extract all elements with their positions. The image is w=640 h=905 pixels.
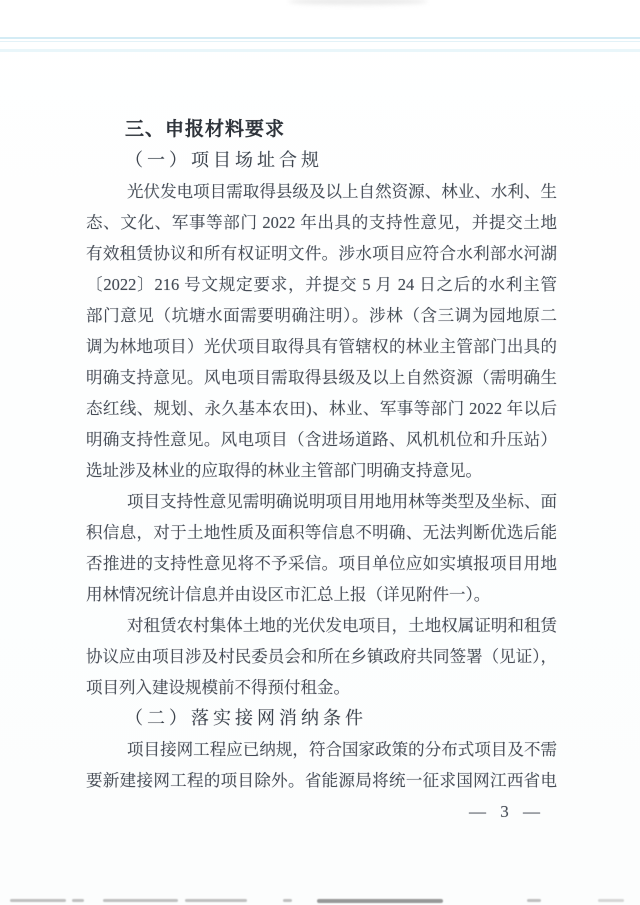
page-number: — 3 — [469, 802, 545, 821]
text-line: 光伏发电项目需取得县级及以上自然资源、林业、水利、生 [127, 182, 557, 201]
text-line: 态、文化、军事等部门 2022 年出具的支持性意见，并提交土地 [86, 213, 557, 232]
scan-edge-mark [317, 899, 443, 903]
section-heading: 三、申报材料要求 [125, 119, 286, 140]
text-line: 项目列入建设规模前不得预付租金。 [86, 678, 350, 697]
text-line: 态红线、规划、永久基本农田)、林业、军事等部门 2022 年以后 [86, 399, 557, 418]
scan-edge-mark [598, 899, 624, 902]
text-line: 明确支持性意见。风电项目（含进场道路、风机机位和升压站） [86, 430, 557, 449]
text-line: 选址涉及林业的应取得的林业主管部门明确支持意见。 [86, 461, 482, 480]
scan-artifact-line [0, 37, 640, 39]
scan-edge-mark [103, 899, 178, 902]
scan-smudge [288, 0, 428, 5]
text-line: 调为林地项目）光伏项目取得具有管辖权的林业主管部门出具的 [86, 337, 557, 356]
scan-edge-mark [10, 899, 66, 902]
scan-artifact-line [0, 49, 640, 52]
text-line: 协议应由项目涉及村民委员会和所在乡镇政府共同签署（见证）， [86, 647, 557, 666]
text-line: 积信息，对于土地性质及面积等信息不明确、无法判断优选后能 [86, 523, 557, 542]
text-line: 明确支持意见。风电项目需取得县级及以上自然资源（需明确生 [86, 368, 557, 387]
scan-edge-mark [527, 899, 541, 902]
text-line: 对租赁农村集体土地的光伏发电项目，土地权属证明和租赁 [127, 616, 557, 635]
text-line: 否推进的支持性意见将不予采信。项目单位应如实填报项目用地 [86, 554, 557, 573]
text-line: 要新建接网工程的项目除外。省能源局将统一征求国网江西省电 [86, 771, 557, 790]
text-line: 〔2022〕216 号文规定要求，并提交 5 月 24 日之后的水利主管 [86, 275, 557, 294]
subsection-heading: （一）项目场址合规 [125, 150, 323, 170]
text-line: 有效租赁协议和所有权证明文件。涉水项目应符合水利部水河湖 [86, 244, 557, 263]
scan-artifact-line [0, 41, 640, 42]
text-line: 部门意见（坑塘水面需要明确注明）。涉林（含三调为园地原二 [86, 306, 557, 325]
scan-edge-mark [283, 899, 292, 902]
document-body [86, 114, 557, 796]
scan-edge-mark [72, 899, 84, 902]
scan-edge-mark [185, 899, 247, 902]
text-line: 用林情况统计信息并由设区市汇总上报（详见附件一）。 [86, 585, 491, 604]
subsection-heading: （二）落实接网消纳条件 [125, 708, 367, 728]
text-line: 项目支持性意见需明确说明项目用地用林等类型及坐标、面 [127, 492, 557, 511]
text-line: 项目接网工程应已纳规，符合国家政策的分布式项目及不需 [127, 740, 557, 759]
